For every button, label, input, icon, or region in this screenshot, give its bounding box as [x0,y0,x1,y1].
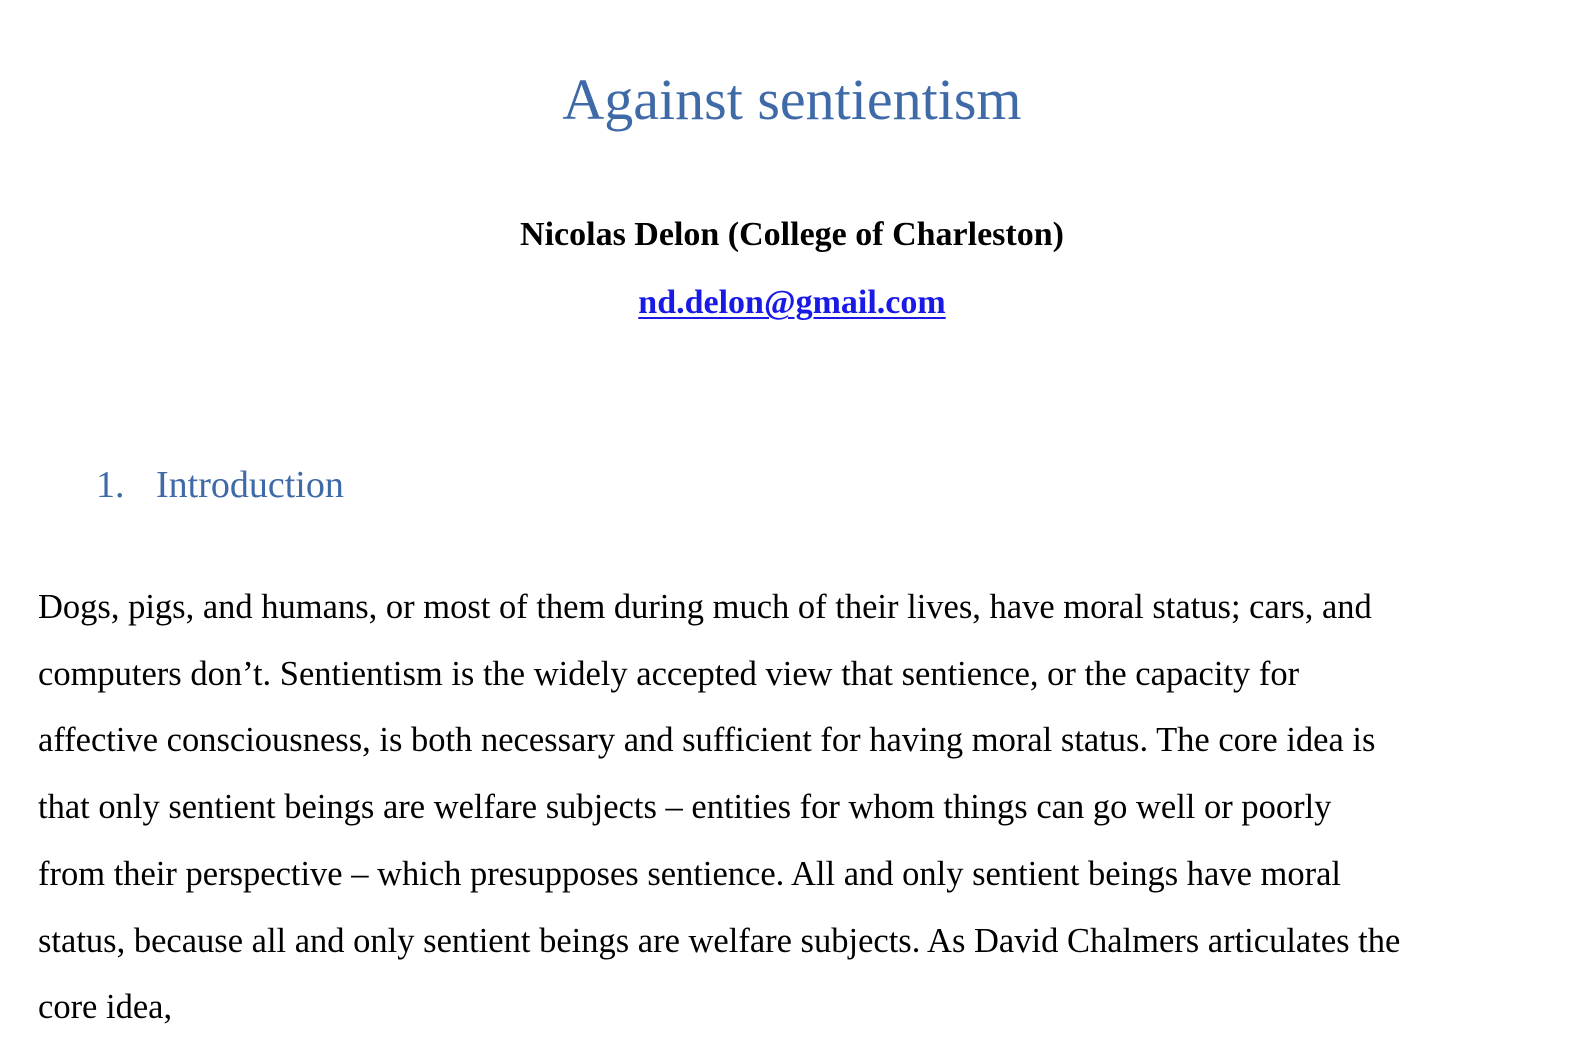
section-number: 1. [96,464,125,506]
author-line: Nicolas Delon (College of Charleston) [520,216,1064,253]
section-heading-introduction [96,460,344,510]
author-email [0,280,1584,326]
paragraph-line: computers don’t. Sentientism is the widely accepted view that sentience, or the capacity for [38,654,1300,693]
paragraph-line: affective consciousness, is both necessary and sufficient for having moral status. The core idea is [38,721,1376,760]
paragraph-line: Dogs, pigs, and humans, or most of them during much of their lives, have moral status; cars, and [38,588,1372,626]
body-paragraph [38,574,1544,1041]
paragraph-line: status, because all and only sentient beings are welfare subjects. As David Chalmers articulates the [38,921,1401,960]
document-title: Against sentientism [562,67,1022,132]
section-title: Introduction [156,464,344,506]
paragraph-line: that only sentient beings are welfare subjects – entities for whom things can go well or poorly [38,788,1332,827]
paragraph-line: core idea, [38,988,173,1027]
email-link[interactable]: nd.delon@gmail.com [638,284,946,321]
paragraph-line: from their perspective – which presupposes sentience. All and only sentient beings have moral [38,854,1341,893]
